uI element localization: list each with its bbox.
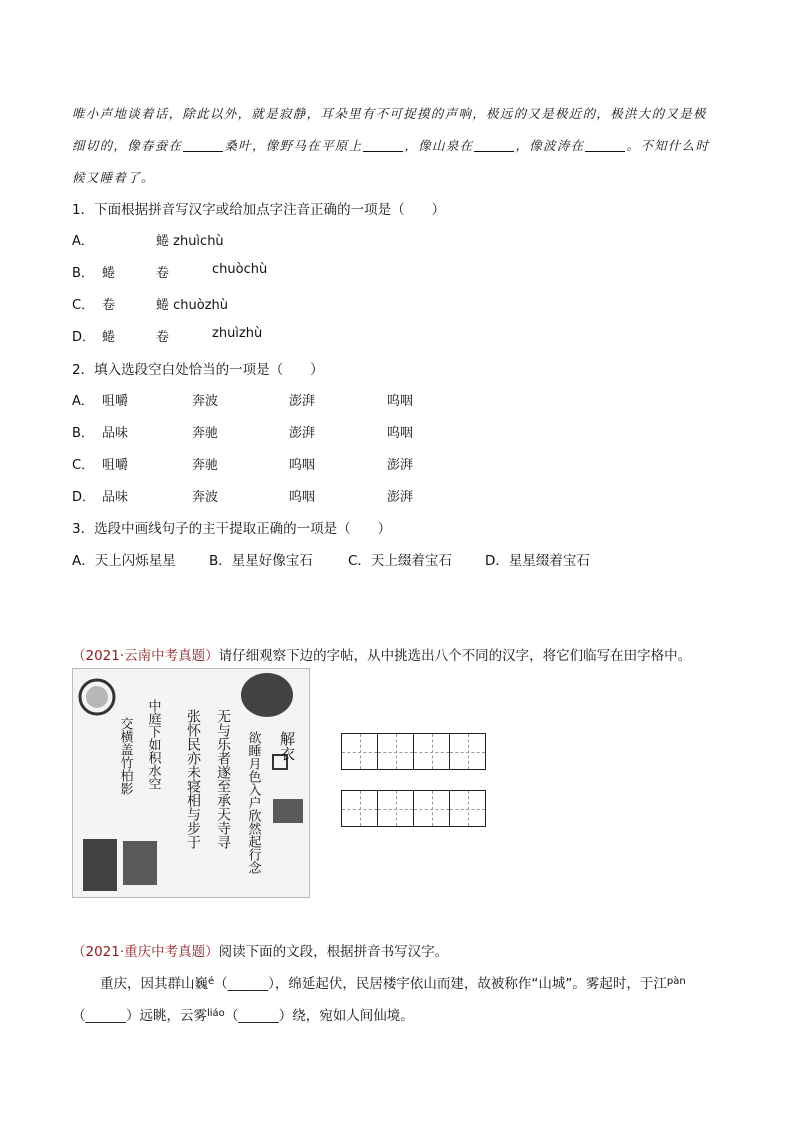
option-text: 咀嚼 [102, 394, 129, 409]
question-2-stem: 2．填入选段空白处恰当的一项是（ ） [72, 362, 324, 378]
option-text: 呜咽 [387, 426, 414, 441]
tianzige-row-2[interactable] [341, 790, 486, 827]
paragraph-text: （______），绵延起伏，民居楼宇依山而建，故被称作“山城”。雾起时，于江 [214, 976, 667, 992]
pinyin-hint: é [208, 976, 215, 987]
q3-option-a: A．天上闪烁星星 [72, 553, 176, 569]
seal-stamp-icon [123, 841, 157, 885]
option-text: 奔波 [192, 490, 219, 505]
option-label: C． [72, 298, 95, 313]
option-text: 咀嚼 [102, 458, 129, 473]
option-text: 蜷 [102, 330, 116, 345]
fill-blank [585, 137, 625, 152]
pinyin-hint: pàn [666, 976, 686, 987]
q3-options [72, 549, 615, 569]
option-label: D． [72, 490, 96, 505]
calligraphy-column: 欲睡月色入户欣然起行念 [245, 731, 261, 874]
chongqing-question [72, 940, 448, 960]
tianzige-cell[interactable] [413, 790, 450, 827]
paragraph-text: （______）远眺，云雾 [72, 1008, 207, 1024]
calligraphy-column: 交横盖竹柏影 [117, 717, 133, 795]
calligraphy-column: 张怀民亦未寝相与步于 [185, 709, 201, 849]
option-text: 澎湃 [387, 490, 414, 505]
calligraphy-svg [73, 669, 309, 897]
q2-option-a [72, 390, 447, 409]
pinyin-hint: liáo [207, 1008, 225, 1019]
reading-passage [72, 98, 732, 194]
source-tag: （2021·云南中考真题） [72, 648, 219, 664]
q3-option-c: C．天上缀着宝石 [348, 553, 452, 569]
passage-text: 桑叶，像野马在平原上 [224, 138, 363, 153]
option-text: 品味 [102, 426, 129, 441]
option-label: C． [72, 458, 95, 473]
option-text: 蜷 zhuìchù [156, 234, 224, 249]
calligraphy-copybook-image [72, 668, 310, 898]
q3-option-b: B．星星好像宝石 [209, 553, 313, 569]
option-text: 澎湃 [387, 458, 414, 473]
option-text: 卷 [102, 298, 116, 313]
option-text: 呜咽 [387, 394, 414, 409]
chongqing-paragraph-line-1 [100, 972, 686, 992]
option-label: D． [72, 330, 96, 345]
calligraphy-column: 解衣 [278, 731, 296, 761]
tianzige-row-1[interactable] [341, 733, 486, 770]
option-text: 品味 [102, 490, 129, 505]
q1-option-a [72, 230, 276, 249]
tianzige-cell[interactable] [413, 733, 450, 770]
option-label: A． [72, 394, 94, 409]
option-text: 呜咽 [289, 490, 316, 505]
option-text: 卷 [156, 330, 170, 345]
tianzige-cell[interactable] [377, 790, 414, 827]
passage-text: 。不知什么时 [626, 138, 710, 153]
seal-stamp-icon [241, 673, 293, 717]
q1-option-b [72, 262, 302, 281]
passage-line-3: 候又睡着了。 [72, 170, 155, 185]
option-text: 奔驰 [192, 426, 219, 441]
tianzige-cell[interactable] [449, 733, 486, 770]
question-text: 请仔细观察下边的字帖，从中挑选出八个不同的汉字，将它们临写在田字格中。 [218, 648, 692, 664]
passage-line-1: 唯小声地谈着话，除此以外，就是寂静，耳朵里有不可捉摸的声响，极远的又是极近的，极洪大的又是极 [72, 106, 707, 121]
option-text: 蜷 [102, 266, 116, 281]
tianzige-cell[interactable] [377, 733, 414, 770]
option-text: 澎湃 [289, 394, 316, 409]
q1-option-c [72, 294, 276, 313]
tianzige-cell[interactable] [341, 790, 378, 827]
option-text: 蜷 chuòzhù [156, 298, 229, 313]
option-text: 奔波 [192, 394, 219, 409]
q1-option-d [72, 326, 302, 345]
tianzige-cell[interactable] [449, 790, 486, 827]
tianzige-cell[interactable] [341, 733, 378, 770]
q2-option-b [72, 422, 447, 441]
fill-blank [474, 137, 514, 152]
passage-text: 细切的，像春蚕在 [72, 138, 183, 153]
seal-stamp-icon [83, 839, 117, 891]
paragraph-text: 重庆，因其群山巍 [100, 976, 208, 992]
option-text: 卷 [156, 266, 170, 281]
q2-option-d [72, 486, 447, 505]
question-text: 阅读下面的文段，根据拼音书写汉字。 [218, 944, 449, 960]
option-label: B． [72, 266, 94, 281]
q2-option-c [72, 454, 447, 473]
seal-stamp-icon [273, 799, 303, 823]
question-1-stem: 1．下面根据拼音写汉字或给加点字注音正确的一项是（ ） [72, 202, 446, 218]
source-tag: （2021·重庆中考真题） [72, 944, 219, 960]
calligraphy-column: 中庭下如积水空 [145, 699, 161, 790]
passage-text: ，像波涛在 [515, 138, 585, 153]
option-text: zhuìzhù [212, 326, 263, 341]
chongqing-paragraph-line-2 [72, 1004, 414, 1024]
passage-line-2 [72, 130, 732, 162]
yunnan-question [72, 644, 691, 664]
paragraph-text: （______）绕，宛如人间仙境。 [224, 1008, 414, 1024]
calligraphy-column: 无与乐者遂至承天寺寻 [215, 709, 231, 849]
question-3-stem: 3．选段中画线句子的主干提取正确的一项是（ ） [72, 521, 392, 537]
option-text: 奔驰 [192, 458, 219, 473]
option-label: A． [72, 234, 94, 249]
q3-option-d: D．星星缀着宝石 [485, 553, 590, 569]
option-text: 澎湃 [289, 426, 316, 441]
option-text: chuòchù [212, 262, 268, 277]
option-label: B． [72, 426, 94, 441]
fill-blank [363, 137, 403, 152]
fill-blank [183, 137, 223, 152]
option-text: 呜咽 [289, 458, 316, 473]
passage-text: ，像山泉在 [404, 138, 474, 153]
